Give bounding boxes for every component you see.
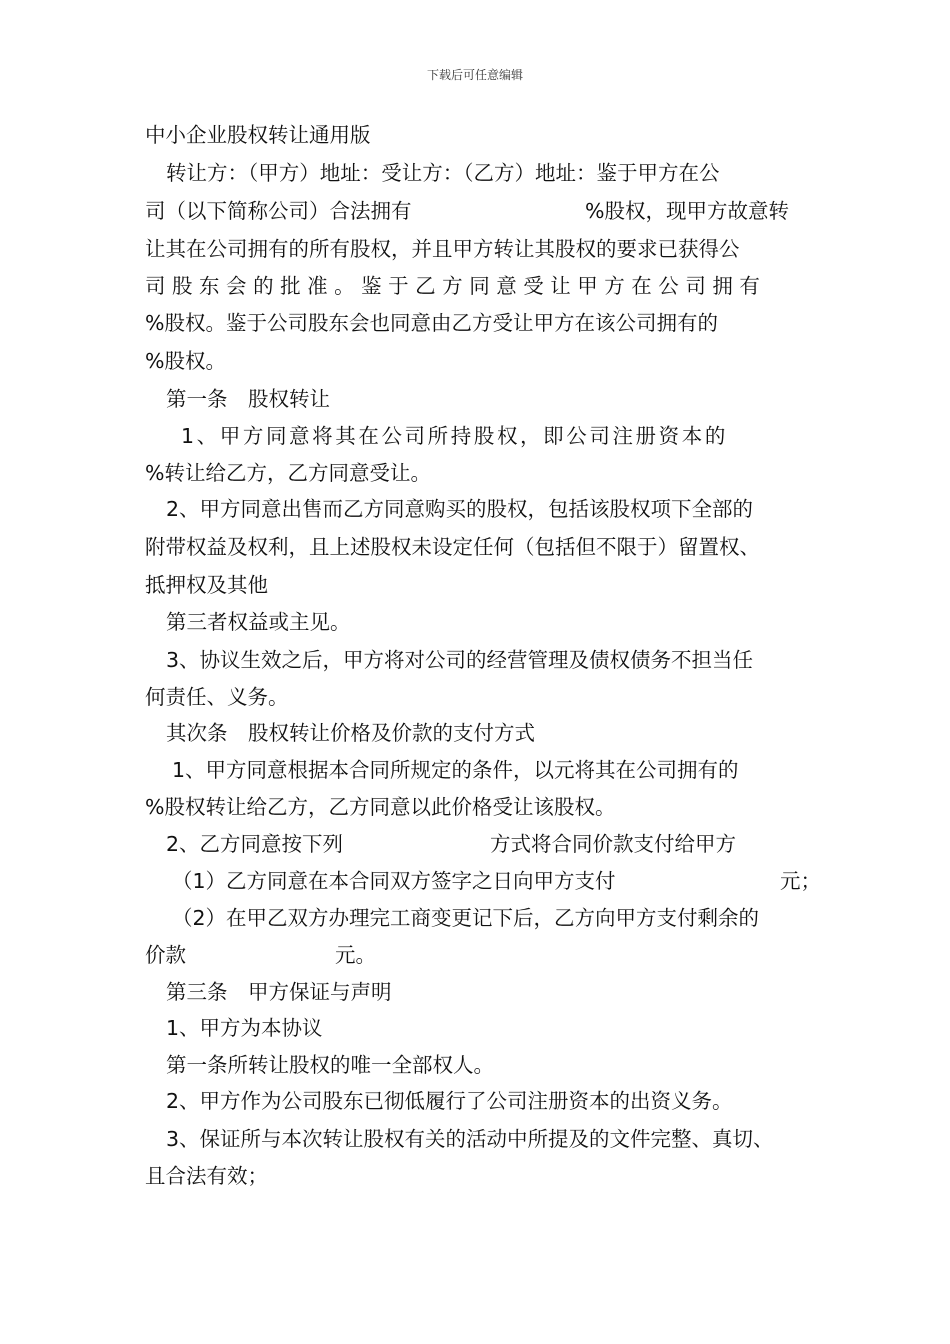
paragraph-line: %股权。 [145, 349, 226, 373]
section-heading: 第一条 股权转让 [166, 387, 330, 411]
paragraph-line: 司（以下简称公司）合法拥有 %股权，现甲方故意转 [145, 199, 789, 223]
page-header-note: 下载后可任意编辑 [426, 68, 523, 82]
paragraph-line: 何责任、义务。 [145, 685, 289, 709]
paragraph-line: 且合法有效； [145, 1164, 268, 1188]
paragraph-line: 1、甲方同意将其在公司所持股权，即公司注册资本的 [181, 424, 728, 448]
paragraph-line: %股权。鉴于公司股东会也同意由乙方受让甲方在该公司拥有的 [145, 311, 718, 335]
paragraph-line: 第三者权益或主见。 [166, 610, 351, 634]
paragraph-line: 价款 元。 [145, 943, 376, 967]
section-heading: 第三条 甲方保证与声明 [166, 980, 392, 1004]
paragraph-line: 1、甲方同意根据本合同所规定的条件，以元将其在公司拥有的 [172, 758, 739, 782]
paragraph-line: 2、乙方同意按下列 方式将合同价款支付给甲方 [166, 832, 736, 856]
paragraph-line: 让其在公司拥有的所有股权，并且甲方转让其股权的要求已获得公 [145, 237, 740, 261]
paragraph-line: 3、协议生效之后，甲方将对公司的经营管理及债权债务不担当任 [166, 648, 754, 672]
paragraph-line: %股权转让给乙方，乙方同意以此价格受让该股权。 [145, 795, 616, 819]
section-heading: 其次条 股权转让价格及价款的支付方式 [166, 721, 535, 745]
paragraph-line: 附带权益及权利，且上述股权未设定任何（包括但不限于）留置权、 [145, 535, 760, 559]
paragraph-line: 2、甲方同意出售而乙方同意购买的股权，包括该股权项下全部的 [166, 497, 754, 521]
document-title: 中小企业股权转让通用版 [145, 123, 371, 147]
paragraph-line: 转让方：（甲方）地址：受让方：（乙方）地址：鉴于甲方在公 [166, 161, 720, 185]
paragraph-line: 第一条所转让股权的唯一全部权人。 [166, 1053, 494, 1077]
paragraph-line: 2、甲方作为公司股东已彻低履行了公司注册资本的出资义务。 [166, 1089, 733, 1113]
paragraph-line: %转让给乙方，乙方同意受让。 [145, 461, 431, 485]
paragraph-line: 抵押权及其他 [145, 573, 268, 597]
paragraph-line: 3、保证所与本次转让股权有关的活动中所提及的文件完整、真切、 [166, 1127, 774, 1151]
paragraph-line: （1）乙方同意在本合同双方签字之日向甲方支付 元； [172, 869, 821, 893]
paragraph-line: 司 股 东 会 的 批 准 。 鉴 于 乙 方 同 意 受 让 甲 方 在 公 司 拥 有 [145, 274, 760, 298]
paragraph-line: （2）在甲乙双方办理完工商变更记下后，乙方向甲方支付剩余的 [172, 906, 760, 930]
paragraph-line: 1、甲方为本协议 [166, 1016, 323, 1040]
